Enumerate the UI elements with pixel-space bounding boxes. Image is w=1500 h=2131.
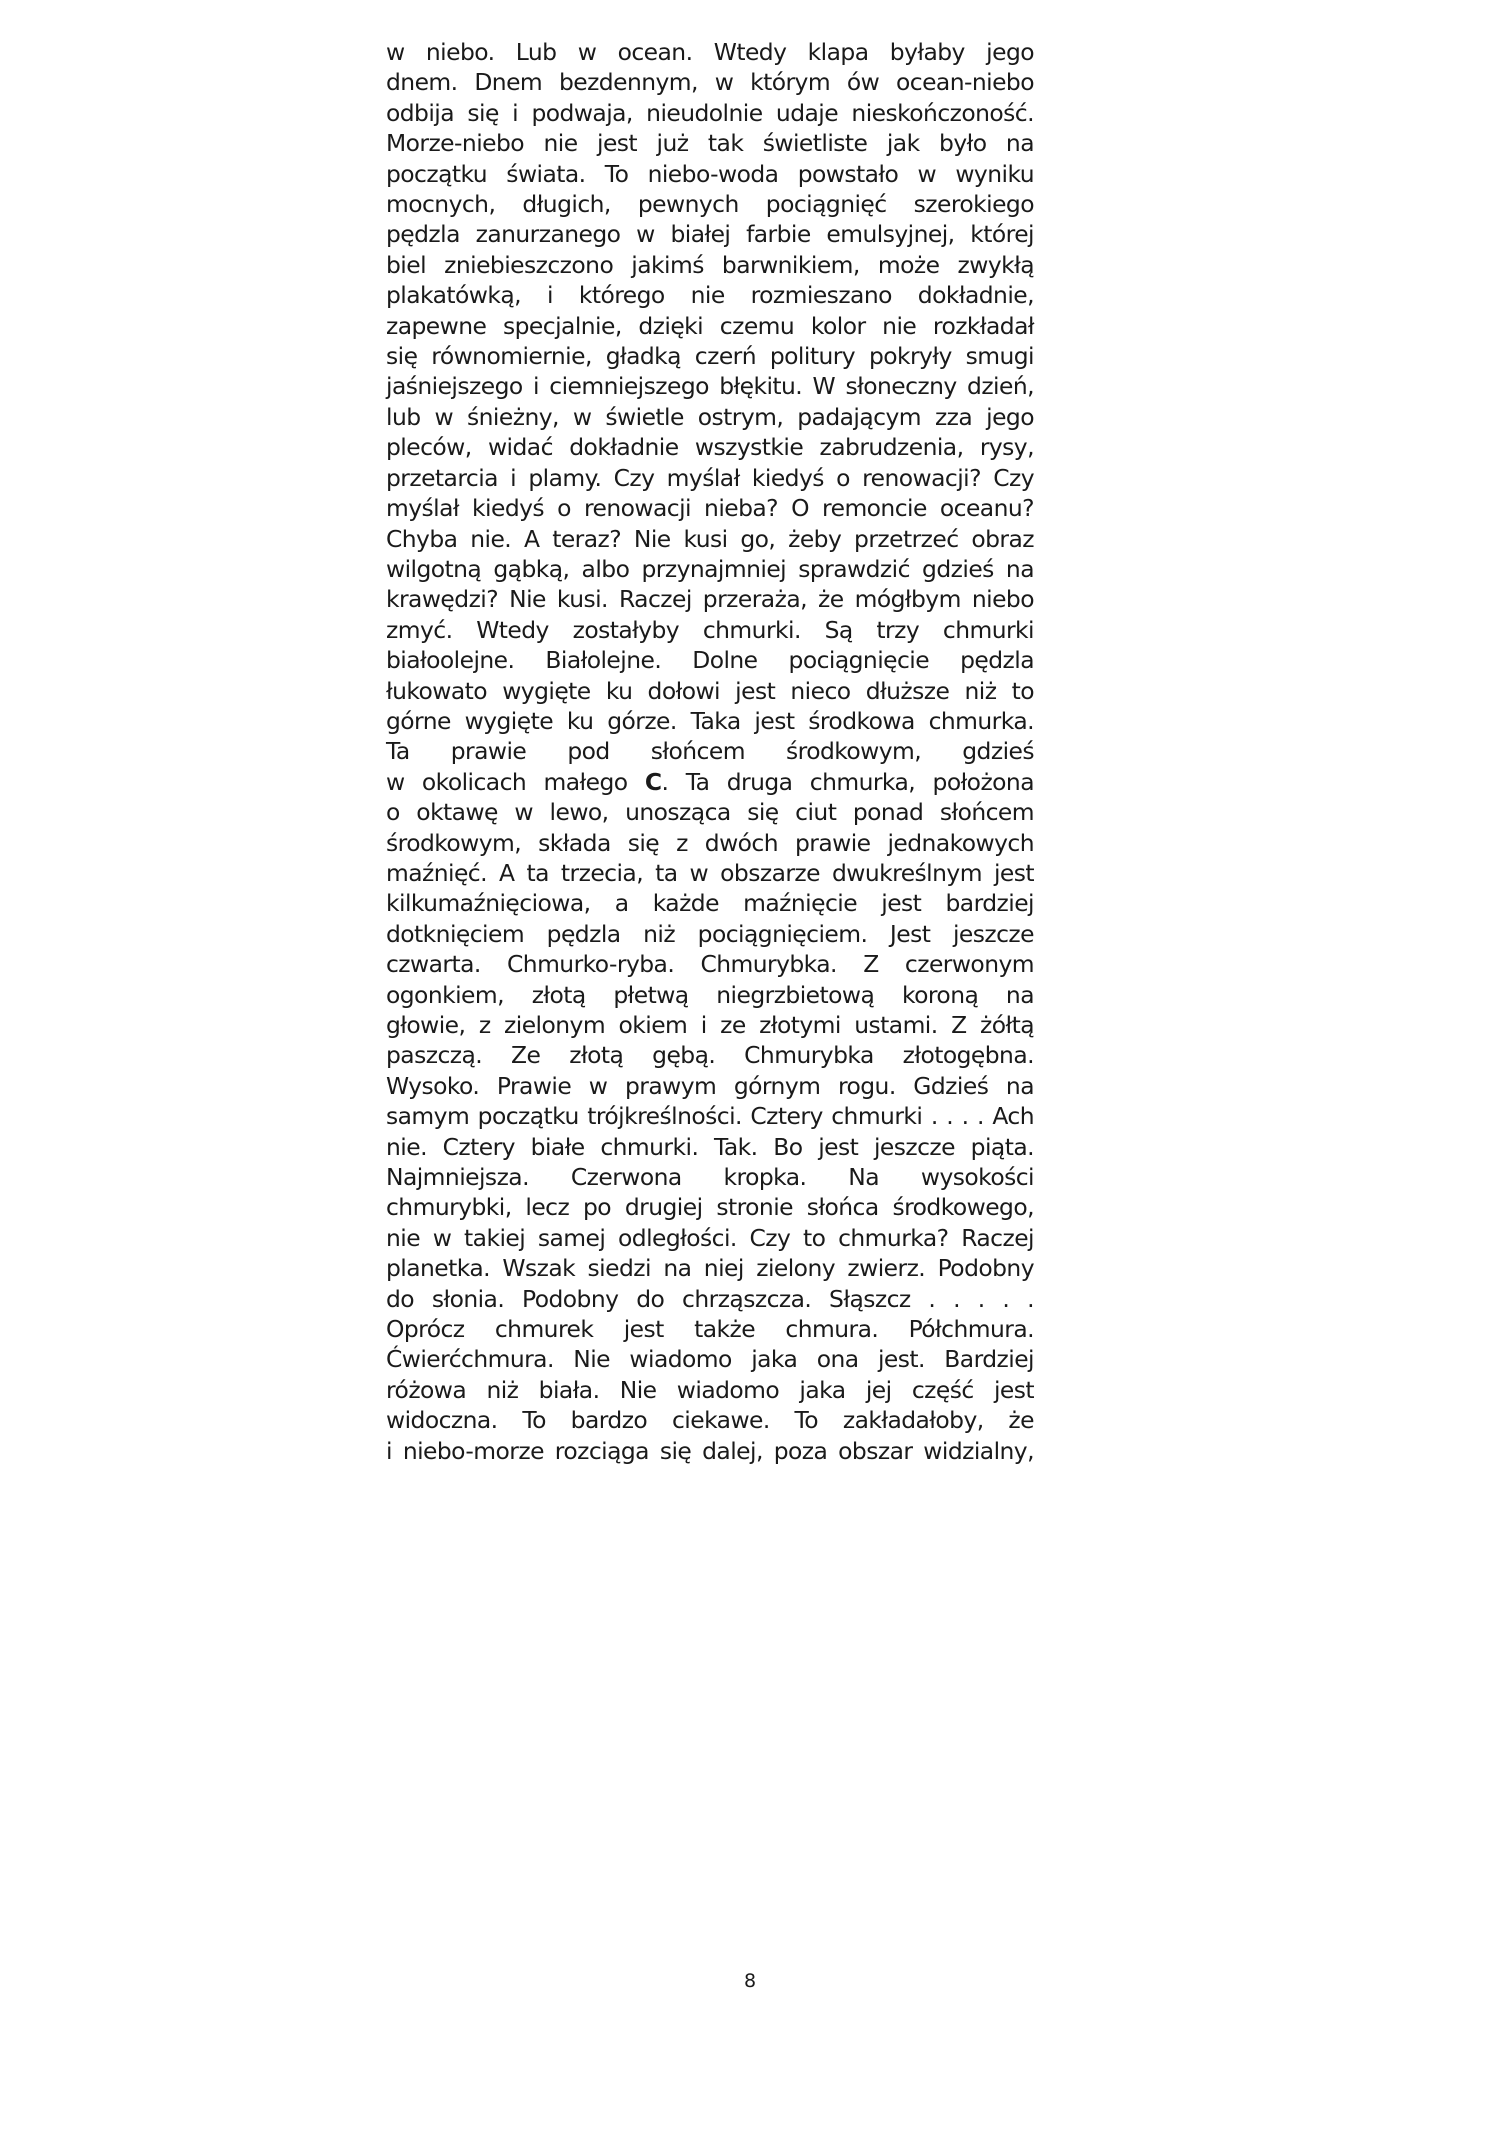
text-line: i niebo-morze rozciąga się dalej, poza obszar widzialny, (386, 1436, 1034, 1465)
text-line: myślał kiedyś o renowacji nieba? O remoncie oceanu? (386, 494, 1034, 523)
text-line: pleców, widać dokładnie wszystkie zabrudzenia, rysy, (386, 433, 1034, 462)
text-line: zapewne specjalnie, dzięki czemu kolor nie rozkładał (386, 311, 1034, 340)
text-line: pędzla zanurzanego w białej farbie emulsyjnej, której (386, 220, 1034, 249)
text-line: głowie, z zielonym okiem i ze złotymi ustami. Z żółtą (386, 1011, 1034, 1039)
text-line: się równomiernie, gładką czerń politury pokryły smugi (386, 342, 1034, 371)
text-line: różowa niż biała. Nie wiadomo jaka jej część jest (386, 1375, 1034, 1404)
text-line: do słonia. Podobny do chrząszcza. Słąszcz . . . . . (386, 1284, 1034, 1313)
text-line: wilgotną gąbką, albo przynajmniej sprawdzić gdzieś na (386, 554, 1034, 583)
text-line: mocnych, długich, pewnych pociągnięć szerokiego (386, 190, 1034, 219)
bold-letter: C (644, 767, 662, 796)
text-line: samym początku trójkreślności. Cztery chmurki . . . . Ach (386, 1102, 1034, 1131)
text-line: paszczą. Ze złotą gębą. Chmurybka złotogębna. (386, 1041, 1034, 1070)
text-line: Wysoko. Prawie w prawym górnym rogu. Gdzieś na (386, 1071, 1034, 1100)
text-line: jaśniejszego i ciemniejszego błękitu. W słoneczny dzień, (386, 372, 1034, 401)
text-line: odbija się i podwaja, nieudolnie udaje nieskończoność. (386, 98, 1034, 127)
text-line: lub w śnieżny, w świetle ostrym, padającym zza jego (386, 402, 1034, 431)
body-text (386, 37, 1034, 1466)
text-line: w niebo. Lub w ocean. Wtedy klapa byłaby jego (386, 38, 1034, 66)
text-line: Ta prawie pod słońcem środkowym, gdzieś (386, 737, 1034, 766)
text-line: Chyba nie. A teraz? Nie kusi go, żeby przetrzeć obraz (386, 524, 1034, 553)
text-line: górne wygięte ku górze. Taka jest środkowa chmurka. (386, 706, 1034, 735)
text-line: plakatówką, i którego nie rozmieszano dokładnie, (386, 281, 1034, 310)
text-line: początku świata. To niebo-woda powstało w wyniku (386, 159, 1034, 188)
text-line: maźnięć. A ta trzecia, ta w obszarze dwukreślnym jest (386, 858, 1034, 887)
text-line: Morze-niebo nie jest już tak świetliste jak było na (386, 129, 1034, 158)
text-line: czwarta. Chmurko-ryba. Chmurybka. Z czerwonym (386, 950, 1034, 979)
text-line: łukowato wygięte ku dołowi jest nieco dłuższe niż to (386, 676, 1034, 705)
text-line: Ćwierćchmura. Nie wiadomo jaka ona jest. Bardziej (386, 1345, 1034, 1374)
text-line: białoolejne. Białolejne. Dolne pociągnięcie pędzla (386, 646, 1034, 675)
text-line: o oktawę w lewo, unosząca się ciut ponad słońcem (386, 798, 1034, 827)
text-line: zmyć. Wtedy zostałyby chmurki. Są trzy chmurki (386, 615, 1034, 644)
text-line: środkowym, składa się z dwóch prawie jednakowych (386, 828, 1034, 857)
text-line: ogonkiem, złotą płetwą niegrzbietową koroną na (386, 980, 1034, 1009)
text-segment: w okolicach małego (386, 767, 645, 796)
text-line: krawędzi? Nie kusi. Raczej przeraża, że mógłbym niebo (386, 585, 1034, 614)
text-line: planetka. Wszak siedzi na niej zielony zwierz. Podobny (386, 1254, 1034, 1283)
text-line: widoczna. To bardzo ciekawe. To zakładałoby, że (386, 1406, 1034, 1435)
text-line: biel zniebieszczono jakimś barwnikiem, może zwykłą (386, 250, 1034, 279)
text-segment: . Ta druga chmurka, położona (661, 767, 1034, 796)
text-line: kilkumaźnięciowa, a każde maźnięcie jest bardziej (386, 889, 1034, 918)
text-line: Najmniejsza. Czerwona kropka. Na wysokości (386, 1163, 1034, 1192)
text-line: chmurybki, lecz po drugiej stronie słońca środkowego, (386, 1193, 1034, 1222)
text-line: przetarcia i plamy. Czy myślał kiedyś o renowacji? Czy (386, 463, 1034, 492)
text-line: nie. Cztery białe chmurki. Tak. Bo jest jeszcze piąta. (386, 1132, 1034, 1161)
text-line: Oprócz chmurek jest także chmura. Półchmura. (386, 1315, 1034, 1344)
text-line: nie w takiej samej odległości. Czy to chmurka? Raczej (386, 1223, 1034, 1252)
text-line (386, 767, 1034, 797)
text-line: dnem. Dnem bezdennym, w którym ów ocean-niebo (386, 68, 1034, 97)
text-line: dotknięciem pędzla niż pociągnięciem. Jest jeszcze (386, 919, 1034, 948)
page-number: 8 (743, 1970, 757, 1992)
